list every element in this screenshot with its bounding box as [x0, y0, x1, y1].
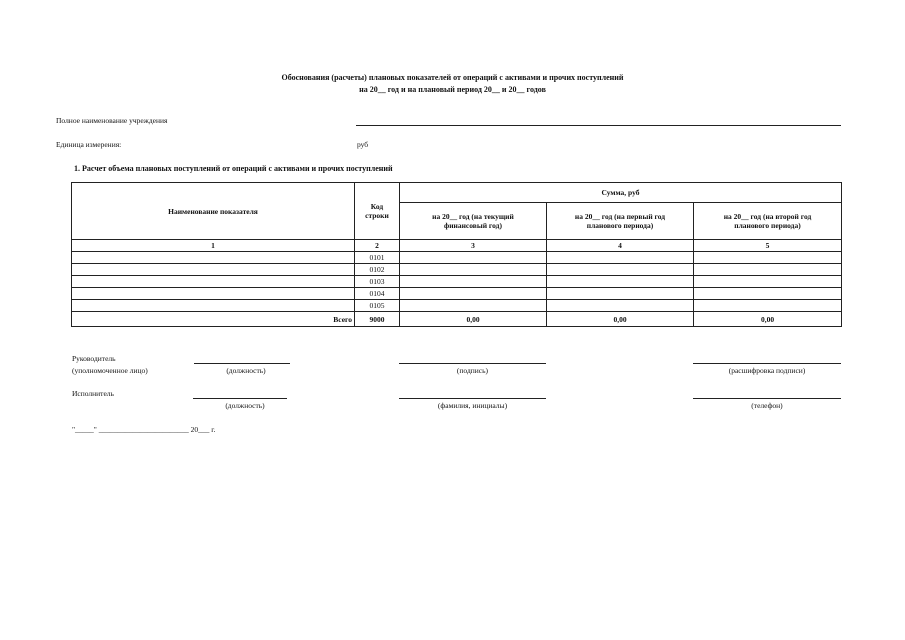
table-row [72, 288, 842, 300]
head-decoding-caption: (расшифровка подписи) [728, 366, 806, 375]
col-number-3: 3 [400, 240, 547, 252]
row-name-cell[interactable] [72, 288, 355, 300]
head-label: Руководитель [72, 354, 116, 363]
total-value-3: 0,00 [400, 312, 547, 327]
head-signature-caption: (подпись) [456, 366, 489, 375]
head-position-caption: (должность) [226, 366, 266, 375]
executor-position-caption: (должность) [225, 401, 265, 410]
row-code: 0101 [355, 252, 400, 264]
head-decoding-line[interactable] [693, 363, 841, 364]
date-line[interactable]: "_____" ________________________ 20___ г. [72, 425, 216, 434]
row-name-cell[interactable] [72, 276, 355, 288]
unit-value: руб [357, 140, 369, 149]
col-number-1: 1 [72, 240, 355, 252]
row-value-cell[interactable] [400, 252, 547, 264]
row-name-cell[interactable] [72, 252, 355, 264]
executor-name-line[interactable] [399, 398, 546, 399]
head-sublabel: (уполномоченное лицо) [72, 366, 148, 375]
row-value-cell[interactable] [400, 288, 547, 300]
row-value-cell[interactable] [547, 300, 694, 312]
section-heading: 1. Расчет объема плановых поступлений от операций с активами и прочих поступлений [74, 164, 393, 173]
row-value-cell[interactable] [694, 288, 842, 300]
total-code: 9000 [355, 312, 400, 327]
institution-label: Полное наименование учреждения [56, 116, 168, 125]
table-row [72, 276, 842, 288]
header-sum: Сумма, руб [400, 183, 842, 203]
row-value-cell[interactable] [694, 264, 842, 276]
executor-phone-line[interactable] [693, 398, 841, 399]
total-value-5: 0,00 [694, 312, 842, 327]
col-number-2: 2 [355, 240, 400, 252]
executor-label: Исполнитель [72, 389, 114, 398]
row-value-cell[interactable] [547, 264, 694, 276]
total-label: Всего [72, 312, 355, 327]
row-code: 0104 [355, 288, 400, 300]
header-col5: на 20__ год (на второй год планового периода) [694, 203, 842, 240]
head-signature-line[interactable] [399, 363, 546, 364]
calculation-table [71, 182, 842, 327]
row-value-cell[interactable] [694, 276, 842, 288]
row-name-cell[interactable] [72, 300, 355, 312]
header-name: Наименование показателя [72, 183, 355, 240]
header-col3: на 20__ год (на текущий финансовый год) [400, 203, 547, 240]
header-col4: на 20__ год (на первый год планового периода) [547, 203, 694, 240]
unit-label: Единица измерения: [56, 140, 122, 149]
head-position-line[interactable] [194, 363, 290, 364]
row-value-cell[interactable] [547, 288, 694, 300]
row-value-cell[interactable] [694, 252, 842, 264]
table-row [72, 264, 842, 276]
document-title-line1: Обоснования (расчеты) плановых показателей от операций с активами и прочих поступлений [281, 73, 624, 82]
row-value-cell[interactable] [400, 264, 547, 276]
document-title-line2: на 20__ год и на плановый период 20__ и 20__ годов [359, 85, 546, 94]
row-value-cell[interactable] [400, 276, 547, 288]
row-code: 0103 [355, 276, 400, 288]
table-row [72, 252, 842, 264]
total-value-4: 0,00 [547, 312, 694, 327]
executor-position-line[interactable] [193, 398, 287, 399]
header-code: Код строки [355, 183, 400, 240]
row-code: 0102 [355, 264, 400, 276]
total-row [72, 312, 842, 327]
institution-field-line[interactable] [356, 125, 841, 126]
col-number-5: 5 [694, 240, 842, 252]
col-number-4: 4 [547, 240, 694, 252]
row-name-cell[interactable] [72, 264, 355, 276]
executor-phone-caption: (телефон) [751, 401, 783, 410]
executor-name-caption: (фамилия, инициалы) [437, 401, 508, 410]
row-value-cell[interactable] [547, 276, 694, 288]
table-row [72, 300, 842, 312]
row-value-cell[interactable] [694, 300, 842, 312]
row-code: 0105 [355, 300, 400, 312]
row-value-cell[interactable] [400, 300, 547, 312]
row-value-cell[interactable] [547, 252, 694, 264]
